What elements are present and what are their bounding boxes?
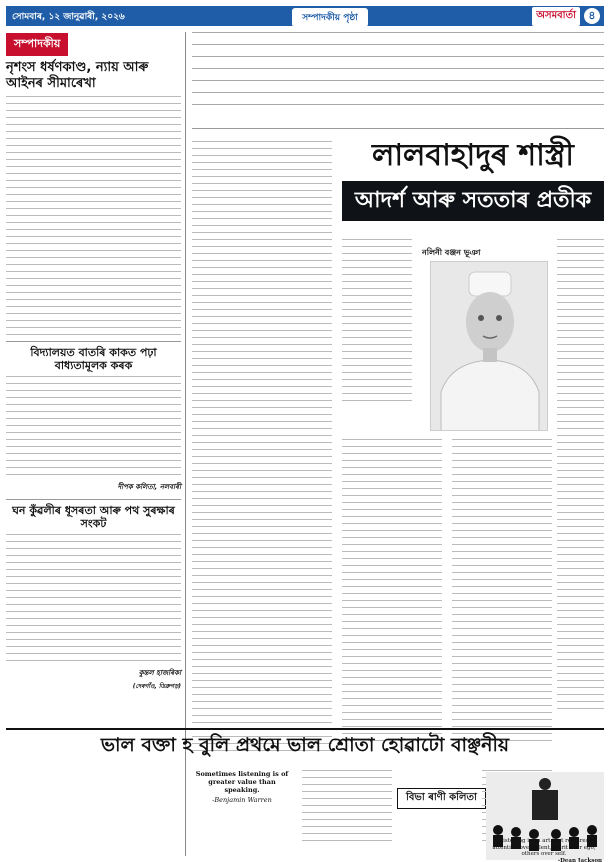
newspaper-logo: অসমবাৰ্তা (532, 7, 580, 26)
pull-quote-author: -Benjamin Warren (212, 796, 272, 804)
portrait-photo (430, 261, 548, 431)
feature-col-4 (342, 439, 442, 747)
feature-col-2 (342, 239, 412, 407)
article2-author-place: (দেৰগাঁও, ডিব্ৰুগড়) (132, 683, 181, 690)
feature-byline: নলিনী বঞ্জন ভূঞা (422, 248, 481, 257)
caption-text: Listening is an art that requires attention over talent, spirit over ego, others over self. (492, 838, 596, 857)
section-label: সম্পাদকীয় পৃষ্ঠা (292, 8, 368, 27)
page-header (6, 6, 604, 26)
editorial-tag: সম্পাদকীয় (6, 33, 68, 56)
article1-body (6, 376, 181, 475)
pull-quote (192, 770, 292, 804)
author-box: বিভা ৰাণী কলিতা (397, 788, 486, 809)
issue-date: সোমবাৰ, ১২ জানুৱাৰী, ২০২৬ (6, 9, 186, 24)
bottom-title: ভাল বক্তা হ বুলি প্ৰথমে ভাল শ্ৰোতা হোৱাটো বাঞ্ছনীয় (100, 734, 510, 756)
feature-article (192, 128, 604, 768)
feature-col-5 (452, 439, 552, 747)
bottom-col-1 (302, 770, 392, 847)
editorial-title: নৃশংস ধৰ্ষণকাণ্ড, ন্যায় আৰু আইনৰ সীমাৰেখা (6, 60, 149, 91)
feature-col-3 (557, 239, 604, 715)
feature-title: লালবাহাদুৰ শাস্ত্ৰী (371, 138, 575, 173)
editorial-body (6, 96, 181, 335)
article1-author: দীপক কলিতা, নলবাৰী (117, 483, 181, 491)
feature-subtitle-banner: আদৰ্শ আৰু সততাৰ প্ৰতীক (342, 181, 604, 221)
page-number: ৪ (584, 8, 600, 24)
bottom-article-header (6, 728, 604, 762)
article2-title: ঘন কুঁৱলীৰ ধূসৰতা আৰু পথ সুৰক্ষাৰ সংকট (6, 499, 181, 530)
feature-col-1 (192, 141, 332, 757)
caption-author: -Dean Jackson (557, 857, 602, 862)
speaker-caption (486, 838, 602, 862)
portrait-illustration (431, 262, 548, 431)
article2-body (6, 534, 181, 661)
article2-author: কুন্তল হাজৰিকা (138, 669, 181, 677)
article1-title: বিদ্যালয়ত বাতৰি কাকত পঢ়া বাধ্যতামূলক কৰক (6, 341, 181, 372)
pull-quote-text: Sometimes listening is of greater value than speaking. (195, 770, 289, 794)
top-text-block (192, 32, 604, 122)
brand (474, 7, 604, 26)
